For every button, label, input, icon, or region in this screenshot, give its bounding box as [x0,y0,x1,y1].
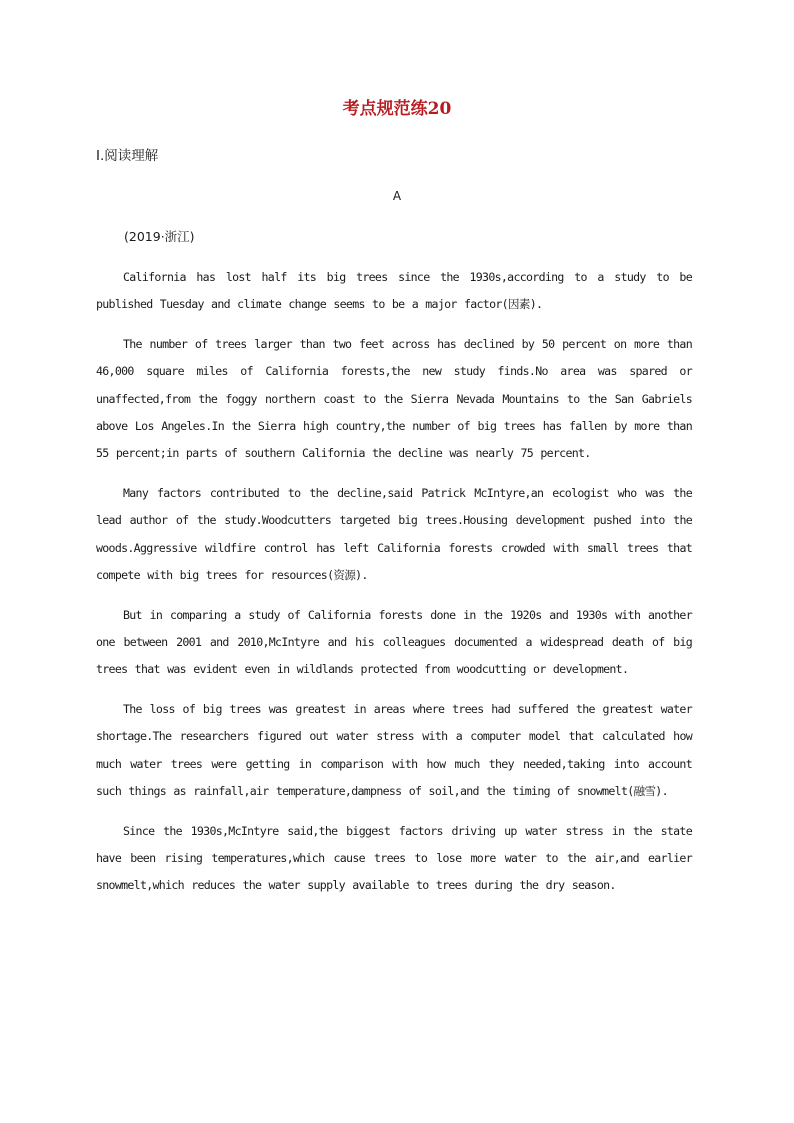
paragraph: The loss of big trees was greatest in areas where trees had suffered the greatest water shortage.The researchers figured out water stress with a computer model that calculated how much water trees were getting in comparison with how much they needed,taking into account such things as rainfall,air temperature,dampness of soil,and the timing of snowmelt(融雪). [96,702,692,799]
section-heading: Ⅰ.阅读理解 [96,148,159,164]
paragraph: The number of trees larger than two feet across has declined by 50 percent on more than 46,000 square miles of California forests,the new study finds.No area was spared or unaffected,from the foggy northern coast to the Sierra Nevada Mountains to the San Gabriels above Los Angeles.In the Sierra high country,the number of big trees has fallen by more than 55 percent;in parts of southern California the decline was nearly 75 percent. [96,337,692,461]
paragraph: But in comparing a study of California forests done in the 1920s and 1930s with another one between 2001 and 2010,McIntyre and his colleagues documented a widespread death of big trees that was evident even in wildlands protected from woodcutting or development. [96,607,692,677]
passage-label: A [392,189,402,203]
page-title: 考点规范练20 [342,99,452,119]
paragraph: California has lost half its big trees since the 1930s,according to a study to be published Tuesday and climate change seems to be a major factor(因素). [96,270,692,312]
passage-body [96,264,692,912]
paragraph: Since the 1930s,McIntyre said,the biggest factors driving up water stress in the state have been rising temperatures,which cause trees to lose more water to the air,and earlier snowmelt,which reduces the water supply available to trees during the dry season. [96,823,692,893]
source-note: (2019·浙江) [124,229,195,244]
paragraph: Many factors contributed to the decline,said Patrick McIntyre,an ecologist who was the lead author of the study.Woodcutters targeted big trees.Housing development pushed into the woods.Aggressive wildfire control has left California forests crowded with small trees that compete with big trees for resources(资源). [96,486,692,582]
